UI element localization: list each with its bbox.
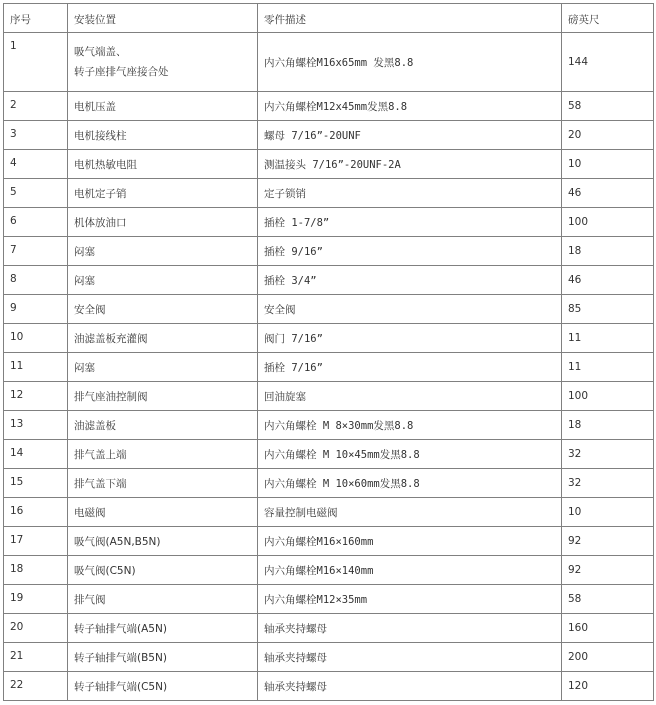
table-row bbox=[4, 672, 654, 701]
cell-torque: 11 bbox=[562, 353, 654, 382]
cell-description: 测温接头 7/16”-20UNF-2A bbox=[258, 150, 562, 179]
cell-index: 17 bbox=[4, 527, 68, 556]
table-row bbox=[4, 208, 654, 237]
cell-location: 转子轴排气端(A5N) bbox=[68, 614, 258, 643]
cell-description: 轴承夹持螺母 bbox=[258, 614, 562, 643]
table-row bbox=[4, 411, 654, 440]
cell-location bbox=[68, 33, 258, 92]
table-row bbox=[4, 469, 654, 498]
cell-description: 安全阀 bbox=[258, 295, 562, 324]
table-header-row bbox=[4, 4, 654, 33]
cell-location: 电机热敏电阻 bbox=[68, 150, 258, 179]
cell-index: 3 bbox=[4, 121, 68, 150]
cell-description: 内六角螺栓M16×140mm bbox=[258, 556, 562, 585]
cell-index: 9 bbox=[4, 295, 68, 324]
table-row bbox=[4, 295, 654, 324]
cell-torque: 32 bbox=[562, 469, 654, 498]
cell-description: 内六角螺栓M16×160mm bbox=[258, 527, 562, 556]
cell-location: 闷塞 bbox=[68, 237, 258, 266]
cell-torque: 120 bbox=[562, 672, 654, 701]
table-row bbox=[4, 382, 654, 411]
cell-location: 吸气阀(C5N) bbox=[68, 556, 258, 585]
cell-location: 闷塞 bbox=[68, 353, 258, 382]
cell-description: 内六角螺栓 M 10×60mm发黑8.8 bbox=[258, 469, 562, 498]
cell-torque: 18 bbox=[562, 411, 654, 440]
cell-index: 11 bbox=[4, 353, 68, 382]
table-row bbox=[4, 121, 654, 150]
cell-torque: 10 bbox=[562, 498, 654, 527]
cell-index: 5 bbox=[4, 179, 68, 208]
table-row bbox=[4, 643, 654, 672]
cell-location-line: 转子座排气座接合处 bbox=[74, 66, 169, 78]
cell-torque: 85 bbox=[562, 295, 654, 324]
cell-index: 6 bbox=[4, 208, 68, 237]
header-location: 安装位置 bbox=[68, 4, 258, 33]
cell-index: 21 bbox=[4, 643, 68, 672]
torque-table bbox=[3, 3, 654, 701]
cell-description: 阀门 7/16” bbox=[258, 324, 562, 353]
cell-torque: 10 bbox=[562, 150, 654, 179]
table-row bbox=[4, 324, 654, 353]
cell-index: 20 bbox=[4, 614, 68, 643]
cell-description: 螺母 7/16”-20UNF bbox=[258, 121, 562, 150]
table-row bbox=[4, 556, 654, 585]
cell-torque: 18 bbox=[562, 237, 654, 266]
cell-location: 电磁阀 bbox=[68, 498, 258, 527]
cell-description: 定子锁销 bbox=[258, 179, 562, 208]
cell-description: 内六角螺栓 M 10×45mm发黑8.8 bbox=[258, 440, 562, 469]
table-row bbox=[4, 353, 654, 382]
cell-location: 油滤盖板充灌阀 bbox=[68, 324, 258, 353]
cell-location: 转子轴排气端(B5N) bbox=[68, 643, 258, 672]
cell-description: 内六角螺栓 M 8×30mm发黑8.8 bbox=[258, 411, 562, 440]
table-row bbox=[4, 585, 654, 614]
cell-index: 7 bbox=[4, 237, 68, 266]
cell-location: 排气阀 bbox=[68, 585, 258, 614]
cell-location: 电机压盖 bbox=[68, 92, 258, 121]
cell-torque: 20 bbox=[562, 121, 654, 150]
cell-torque: 92 bbox=[562, 527, 654, 556]
cell-index: 1 bbox=[4, 33, 68, 92]
cell-index: 19 bbox=[4, 585, 68, 614]
cell-index: 18 bbox=[4, 556, 68, 585]
header-index: 序号 bbox=[4, 4, 68, 33]
cell-torque: 160 bbox=[562, 614, 654, 643]
cell-location-line: 吸气端盖、 bbox=[74, 46, 127, 58]
cell-description: 轴承夹持螺母 bbox=[258, 643, 562, 672]
cell-index: 8 bbox=[4, 266, 68, 295]
cell-location: 转子轴排气端(C5N) bbox=[68, 672, 258, 701]
cell-torque: 11 bbox=[562, 324, 654, 353]
cell-index: 16 bbox=[4, 498, 68, 527]
table-row bbox=[4, 498, 654, 527]
header-torque: 磅英尺 bbox=[562, 4, 654, 33]
cell-location: 排气盖上端 bbox=[68, 440, 258, 469]
table-row bbox=[4, 266, 654, 295]
cell-description: 插栓 3/4” bbox=[258, 266, 562, 295]
cell-index: 13 bbox=[4, 411, 68, 440]
cell-index: 14 bbox=[4, 440, 68, 469]
cell-location: 机体放油口 bbox=[68, 208, 258, 237]
cell-description: 内六角螺栓M16x65mm 发黑8.8 bbox=[258, 33, 562, 92]
cell-index: 15 bbox=[4, 469, 68, 498]
table-body bbox=[4, 33, 654, 701]
table-row bbox=[4, 237, 654, 266]
cell-torque: 200 bbox=[562, 643, 654, 672]
header-description: 零件描述 bbox=[258, 4, 562, 33]
torque-table-container bbox=[3, 3, 654, 701]
cell-torque: 58 bbox=[562, 92, 654, 121]
cell-location: 吸气阀(A5N,B5N) bbox=[68, 527, 258, 556]
cell-location: 油滤盖板 bbox=[68, 411, 258, 440]
table-row bbox=[4, 527, 654, 556]
table-row bbox=[4, 150, 654, 179]
cell-description: 插栓 1-7/8” bbox=[258, 208, 562, 237]
cell-location: 排气盖下端 bbox=[68, 469, 258, 498]
cell-location: 闷塞 bbox=[68, 266, 258, 295]
cell-description: 容量控制电磁阀 bbox=[258, 498, 562, 527]
cell-torque: 46 bbox=[562, 179, 654, 208]
cell-index: 12 bbox=[4, 382, 68, 411]
cell-torque: 58 bbox=[562, 585, 654, 614]
cell-description: 内六角螺栓M12x45mm发黑8.8 bbox=[258, 92, 562, 121]
cell-torque: 92 bbox=[562, 556, 654, 585]
cell-torque: 46 bbox=[562, 266, 654, 295]
table-row bbox=[4, 92, 654, 121]
cell-index: 10 bbox=[4, 324, 68, 353]
cell-location: 排气座油控制阀 bbox=[68, 382, 258, 411]
cell-torque: 100 bbox=[562, 208, 654, 237]
cell-torque: 100 bbox=[562, 382, 654, 411]
table-row bbox=[4, 440, 654, 469]
table-row bbox=[4, 33, 654, 92]
table-row bbox=[4, 614, 654, 643]
cell-description: 插栓 7/16” bbox=[258, 353, 562, 382]
cell-description: 回油旋塞 bbox=[258, 382, 562, 411]
cell-location: 电机定子销 bbox=[68, 179, 258, 208]
cell-torque: 32 bbox=[562, 440, 654, 469]
cell-torque: 144 bbox=[562, 33, 654, 92]
cell-index: 2 bbox=[4, 92, 68, 121]
table-row bbox=[4, 179, 654, 208]
cell-description: 插栓 9/16” bbox=[258, 237, 562, 266]
cell-location: 电机接线柱 bbox=[68, 121, 258, 150]
cell-index: 4 bbox=[4, 150, 68, 179]
cell-description: 内六角螺栓M12×35mm bbox=[258, 585, 562, 614]
cell-description: 轴承夹持螺母 bbox=[258, 672, 562, 701]
cell-location: 安全阀 bbox=[68, 295, 258, 324]
cell-index: 22 bbox=[4, 672, 68, 701]
